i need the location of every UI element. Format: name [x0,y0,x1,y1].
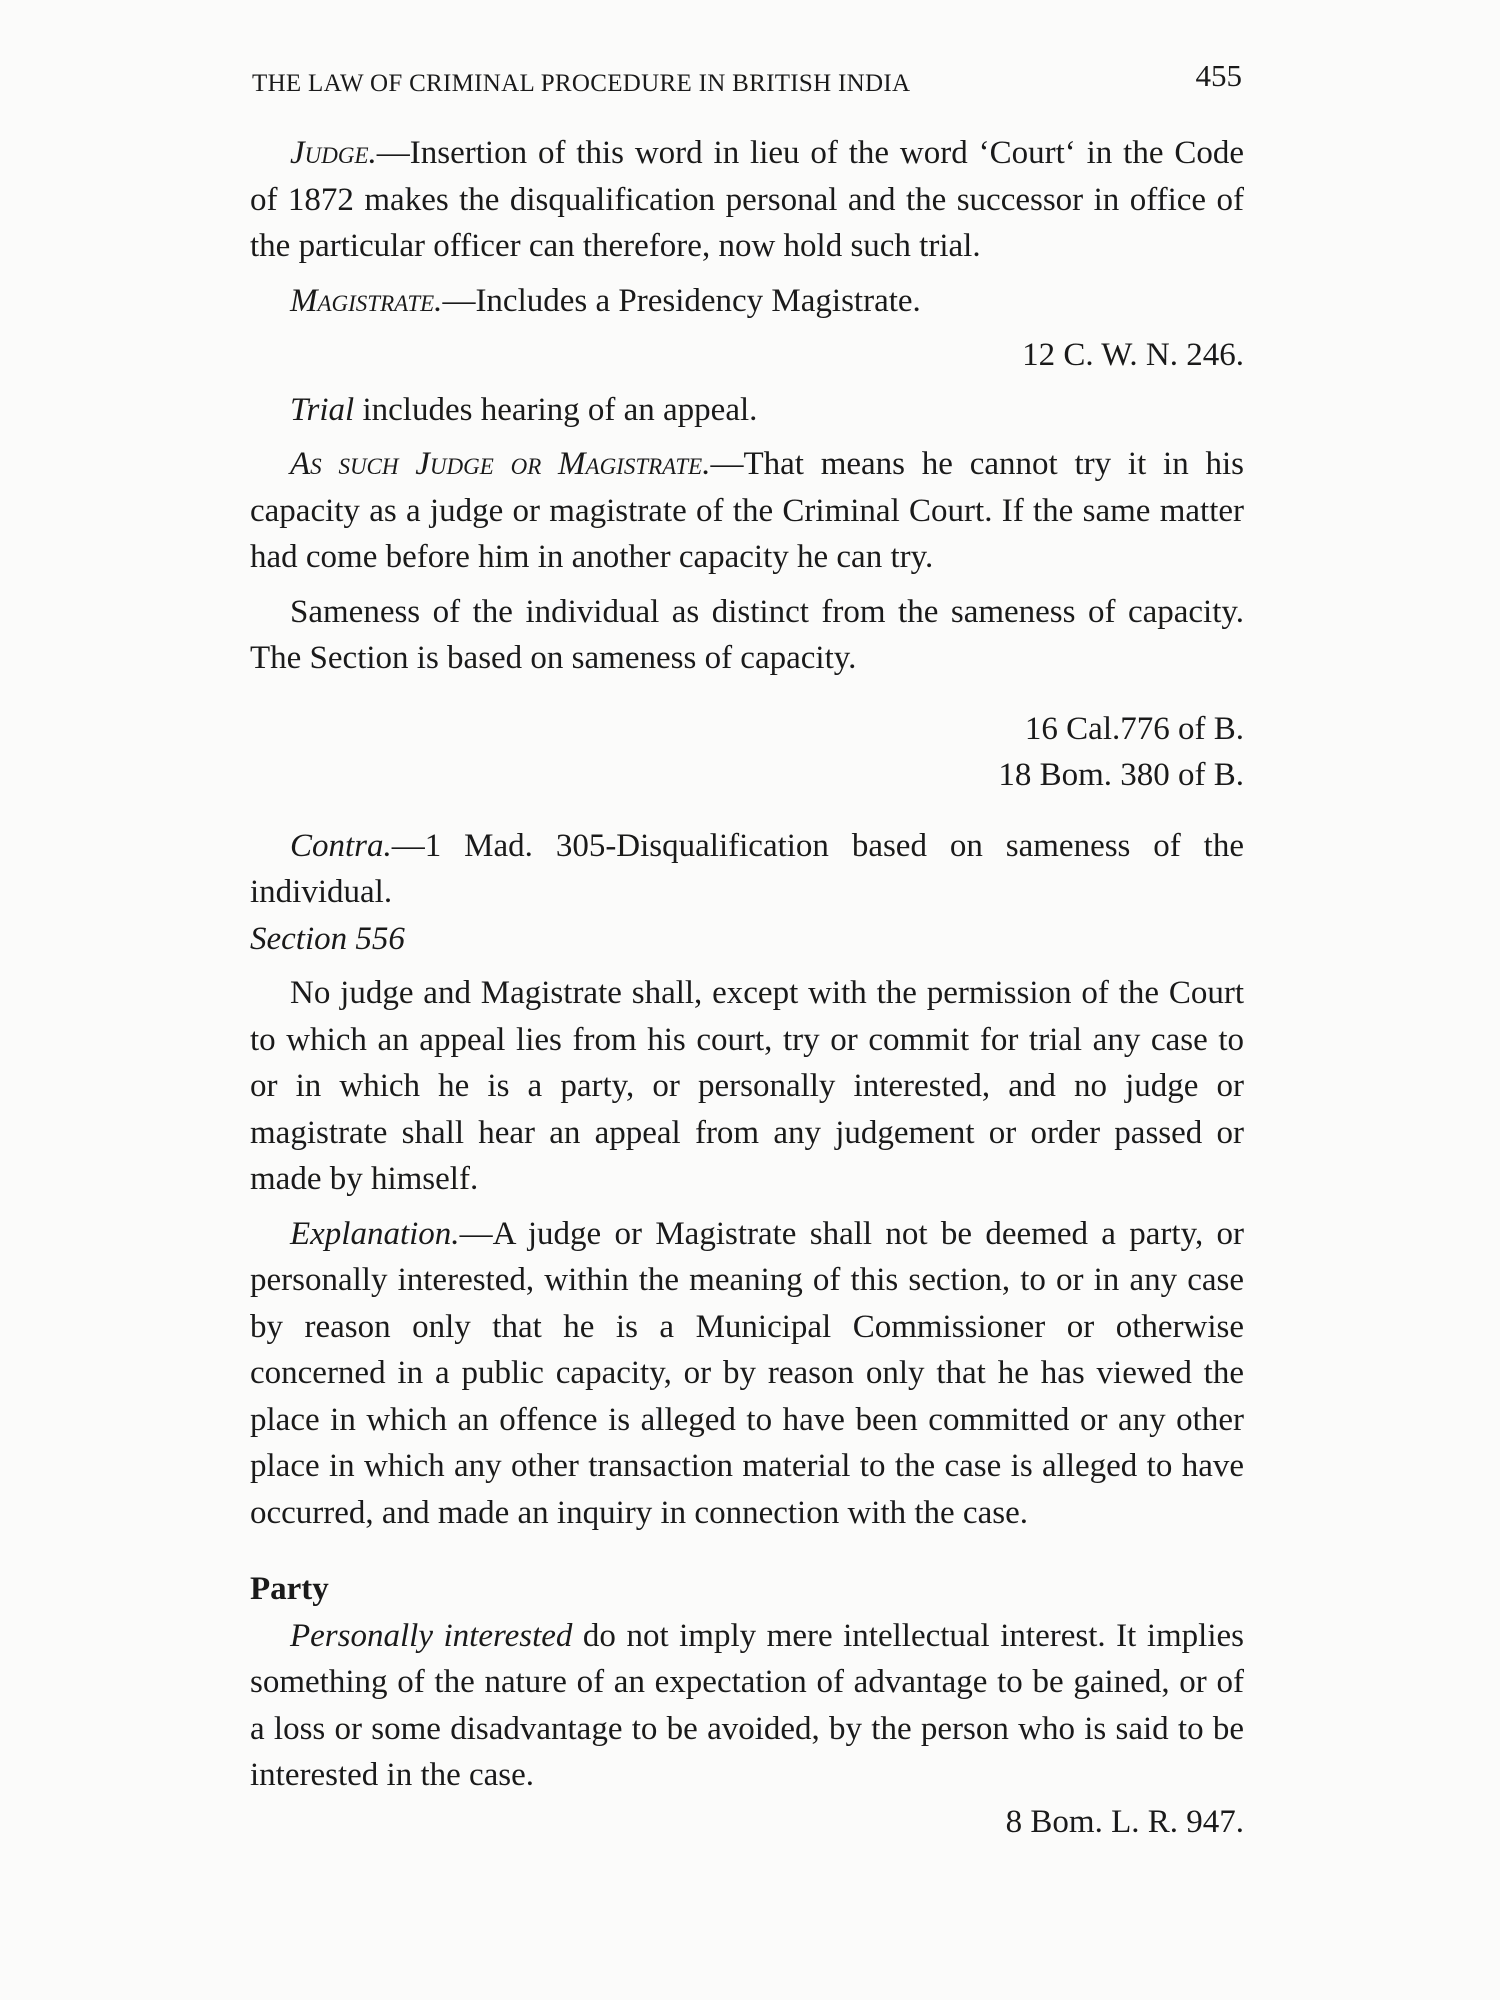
section-556-heading: Section 556 [250,920,405,957]
judge-term: Judge. [290,135,377,171]
judge-paragraph [250,130,1244,270]
trial-paragraph [250,387,1244,434]
sameness-citation-1: 16 Cal.776 of B. [1024,710,1244,747]
magistrate-citation: 12 C. W. N. 246. [1022,337,1244,373]
judge-text: —Insertion of this word in lieu of the word ‘Court‘ in the Code of 1872 makes the disqualification personal and the successor in office of the particular officer can therefore, now hold such trial. [250,135,1244,264]
page-body [250,130,1244,1845]
contra-paragraph [250,823,1244,916]
trial-term: Trial [290,391,355,428]
trial-text: includes hearing of an appeal. [354,391,758,428]
party-paragraph [250,1613,1244,1799]
party-citation: 8 Bom. L. R. 947. [1005,1803,1244,1840]
sameness-paragraph: Sameness of the individual as distinct from the sameness of capacity. The Section is based on sameness of capacity. [250,593,1244,676]
contra-text: —1 Mad. 305-Disqualification based on sameness of the individual. [250,827,1244,910]
explanation-term: Explanation. [290,1215,460,1252]
running-head: THE LAW OF CRIMINAL PROCEDURE IN BRITISH INDIA [252,70,911,97]
page-number: 455 [1195,58,1242,93]
contra-term: Contra. [290,827,392,864]
sameness-citation-2: 18 Bom. 380 of B. [998,757,1244,793]
magistrate-text: —Includes a Presidency Magistrate. [442,282,921,319]
party-heading: Party [250,1571,329,1607]
magistrate-term: Magistrate. [290,282,443,319]
explanation-paragraph [250,1211,1244,1537]
as-such-term: As such Judge or Magistrate. [290,446,711,482]
as-such-paragraph [250,441,1244,581]
party-term: Personally interested [290,1617,573,1654]
party-text: do not imply mere intellectual interest. It implies something of the nature of an expectation of advantage to be gained, or of a loss or some disadvantage to be avoided, by the person who is said to be interested in the case. [250,1617,1244,1793]
section-556-paragraph: No judge and Magistrate shall, except with the permission of the Court to which an appeal lies from his court, try or commit for trial any case to or in which he is a party, or personally interested, and no judge or magistrate shall hear an appeal from any judgement or order passed or made by himself. [250,975,1244,1197]
as-such-text: —That means he cannot try it in his capacity as a judge or magistrate of the Criminal Court. If the same matter had come before him in another capacity he can try. [250,446,1244,575]
magistrate-paragraph [250,278,1244,325]
explanation-text: —A judge or Magistrate shall not be deemed a party, or personally interested, within the meaning of this section, to or in any case by reason only that he is a Municipal Commissioner or otherwise concerned in a public capacity, or by reason only that he has viewed the place in which an offence is alleged to have been committed or any other place in which any other transaction material to the case is alleged to have occurred, and made an inquiry in connection with the case. [250,1215,1244,1531]
page-header [252,58,1242,108]
